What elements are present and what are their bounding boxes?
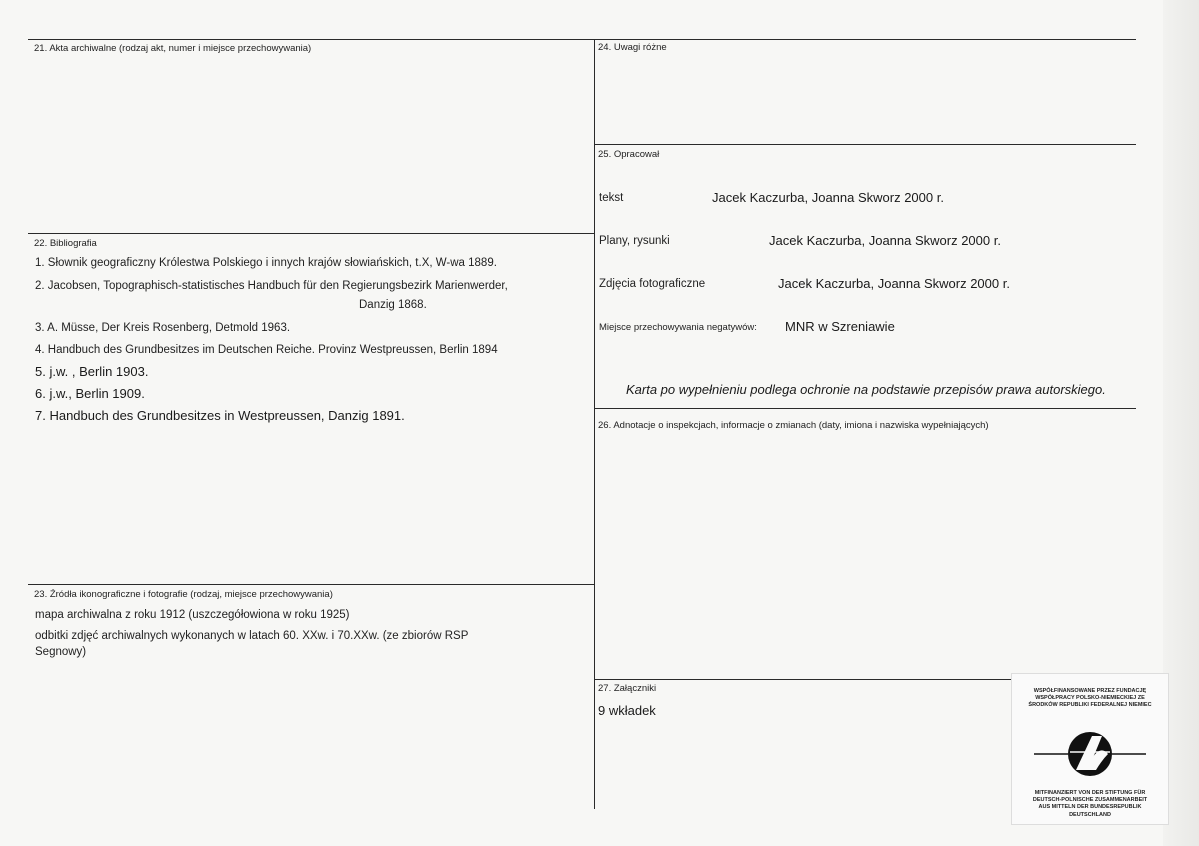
negatives-location-value: MNR w Szreniawie [785,319,895,334]
bibliography-item-3: 3. A. Müsse, Der Kreis Rosenberg, Detmold 1963. [35,322,291,334]
copyright-notice: Karta po wypełnieniu podlega ochronie na podstawie przepisów prawa autorskiego. [626,382,1106,397]
field-21-label: 21. Akta archiwalne (rodzaj akt, numer i miejsce przechowywania) [34,43,312,54]
bibliography-item-2: 2. Jacobsen, Topographisch-statistisches Handbuch für den Regierungsbezirk Marienwerder, [35,280,508,292]
left-rule-23 [28,584,594,585]
bibliography-item-1: 1. Słownik geograficzny Królestwa Polskiego i innych krajów słowiańskich, t.X, W-wa 1889. [35,257,497,269]
column-divider [594,39,595,809]
field-25-label: 25. Opracował [598,149,660,160]
top-rule [28,39,1136,40]
zdjecia-label: Zdjęcia fotograficzne [599,278,706,290]
right-rule-25 [594,144,1136,145]
zdjecia-author-value: Jacek Kaczurba, Joanna Skworz 2000 r. [778,276,1010,291]
bibliography-item-2-cont: Danzig 1868. [359,299,427,311]
bibliography-item-6: 6. j.w., Berlin 1909. [35,386,145,401]
foundation-logo-icon [1012,724,1168,784]
bibliography-item-4: 4. Handbuch des Grundbesitzes im Deutschen Reiche. Provinz Westpreussen, Berlin 1894 [35,344,498,356]
right-rule-26 [594,408,1136,409]
plany-label: Plany, rysunki [599,235,670,247]
iconographic-source-2-cont: Segnowy) [35,646,87,658]
left-rule-22 [28,233,594,234]
bibliography-item-5: 5. j.w. , Berlin 1903. [35,364,149,379]
field-26-label: 26. Adnotacje o inspekcjach, informacje o zmianach (daty, imiona i nazwiska wypełniających) [598,420,989,431]
funding-seal [1011,673,1169,825]
field-27-label: 27. Załączniki [598,683,657,694]
tekst-label: tekst [599,192,624,204]
attachments-value: 9 wkładek [598,703,656,718]
negatives-location-label: Miejsce przechowywania negatywów: [599,322,757,333]
tekst-author-value: Jacek Kaczurba, Joanna Skworz 2000 r. [712,190,944,205]
field-23-label: 23. Źródła ikonograficzne i fotografie (rodzaj, miejsce przechowywania) [34,589,333,600]
field-22-label: 22. Bibliografia [34,238,97,249]
iconographic-source-2: odbitki zdjęć archiwalnych wykonanych w latach 60. XXw. i 70.XXw. (ze zbiorów RSP [35,630,469,642]
right-rule-27 [594,679,1012,680]
iconographic-source-1: mapa archiwalna z roku 1912 (uszczegółowiona w roku 1925) [35,609,350,621]
plany-author-value: Jacek Kaczurba, Joanna Skworz 2000 r. [769,233,1001,248]
seal-bottom-text: MITFINANZIERT VON DER STIFTUNG FÜR DEUTSCH-POLNISCHE ZUSAMMENARBEIT AUS MITTELN DER BUNDESREPUBLIK DEUTSCHLAND [1032,790,1148,818]
bibliography-item-7: 7. Handbuch des Grundbesitzes in Westpreussen, Danzig 1891. [35,408,405,423]
seal-top-text: WSPÓŁFINANSOWANE PRZEZ FUNDACJĘ WSPÓŁPRACY POLSKO-NIEMIECKIEJ ZE ŚRODKÓW REPUBLIKI FEDERALNEJ NIEMIEC [1028,688,1152,709]
field-24-label: 24. Uwagi różne [598,42,667,53]
